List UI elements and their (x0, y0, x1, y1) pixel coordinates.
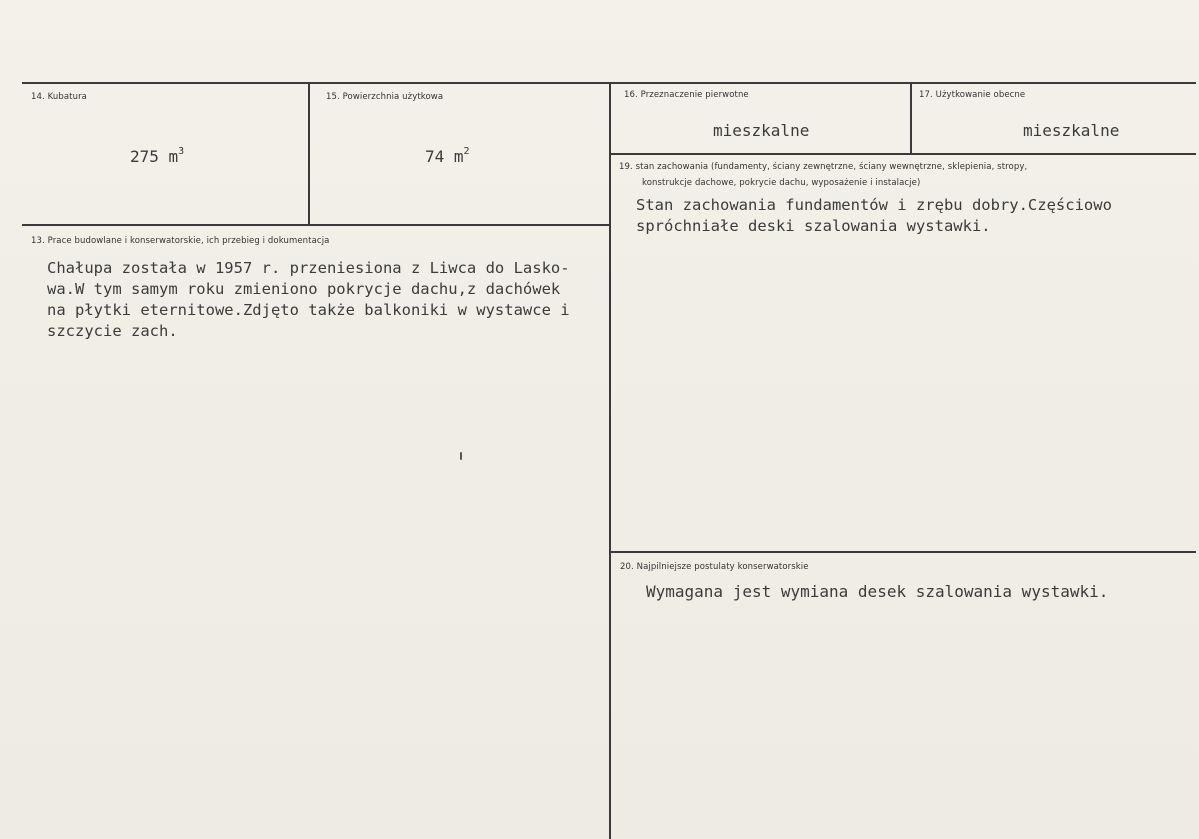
kubatura-value (130, 147, 184, 166)
postulaty-value: Wymagana jest wymiana desek szalowania wystawki. (646, 582, 1109, 601)
divider-14-15 (308, 82, 310, 226)
stan-line-1: Stan zachowania fundamentów i zrębu dobry.Częściowo (636, 196, 1112, 214)
divider-16-17 (910, 82, 912, 154)
stan-text (636, 195, 1112, 237)
divider-16-17-bottom (610, 153, 1196, 155)
divider-19-bottom (610, 551, 1196, 553)
prace-line-1: Chałupa została w 1957 r. przeniesiona z Liwca do Lasko- (47, 259, 570, 277)
stan-label-line-2: konstrukcje dachowe, pokrycie dachu, wyposażenie i instalacje) (642, 178, 921, 188)
prace-line-3: na płytki eternitowe.Zdjęto także balkoniki w wystawce i (47, 301, 570, 319)
powierzchnia-label: 15. Powierzchnia użytkowa (326, 92, 444, 102)
divider-main-vertical (609, 82, 611, 839)
paper-mark (460, 452, 462, 460)
przeznaczenie-label: 16. Przeznaczenie pierwotne (624, 90, 749, 100)
uzytkowanie-value: mieszkalne (1023, 121, 1120, 140)
stan-label-line-1: 19. stan zachowania (fundamenty, ściany zewnętrzne, ściany wewnętrzne, sklepienia, stropy, (619, 162, 1028, 172)
powierzchnia-number: 74 m (425, 147, 464, 166)
postulaty-label: 20. Najpilniejsze postulaty konserwatorskie (620, 562, 809, 572)
kubatura-number: 275 m (130, 147, 179, 166)
kubatura-exponent: 3 (178, 145, 185, 157)
prace-text (47, 258, 570, 342)
stan-line-2: spróchniałe deski szalowania wystawki. (636, 217, 991, 235)
divider-14-15-bottom (22, 224, 610, 226)
prace-line-4: szczycie zach. (47, 322, 178, 340)
prace-label: 13. Prace budowlane i konserwatorskie, ich przebieg i dokumentacja (31, 236, 330, 246)
uzytkowanie-label: 17. Użytkowanie obecne (919, 90, 1026, 100)
prace-line-2: wa.W tym samym roku zmieniono pokrycje dachu,z dachówek (47, 280, 561, 298)
przeznaczenie-value: mieszkalne (713, 121, 810, 140)
kubatura-label: 14. Kubatura (31, 92, 87, 102)
powierzchnia-exponent: 2 (463, 145, 470, 157)
powierzchnia-value (425, 147, 470, 166)
